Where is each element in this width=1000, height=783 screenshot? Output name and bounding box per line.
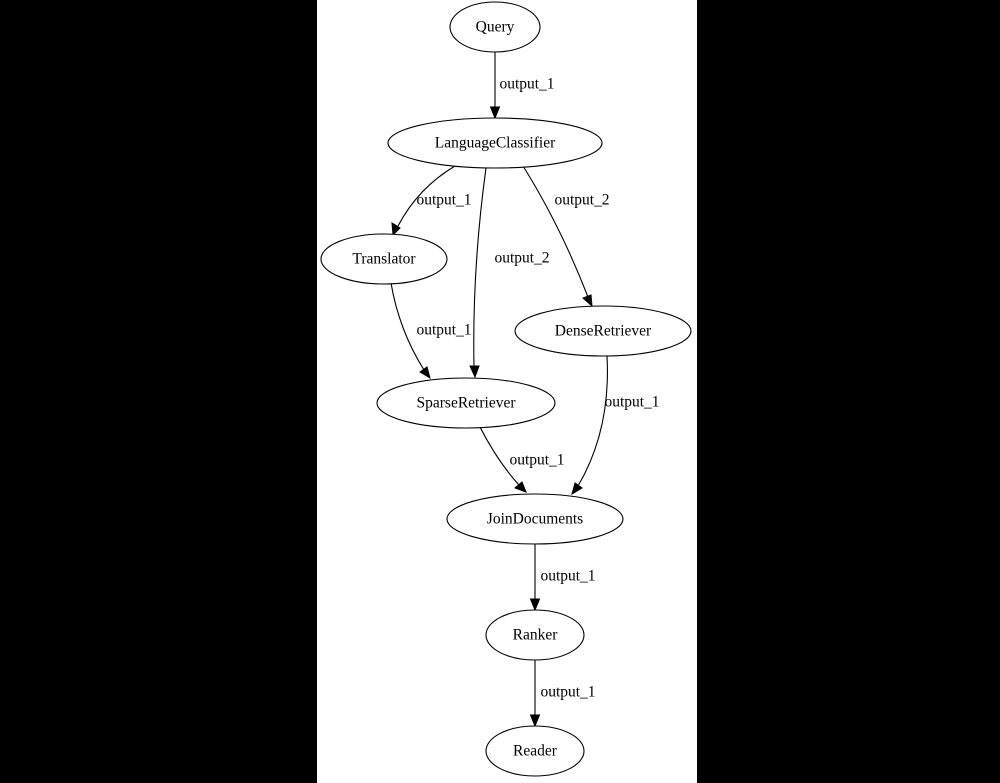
- edge-label: output_1: [540, 683, 596, 701]
- edge-denseretriever-to-joindocuments: [572, 356, 660, 494]
- edge-label: output_2: [554, 191, 610, 209]
- edge-label: output_1: [416, 321, 472, 339]
- arrow-head-icon: [420, 367, 430, 378]
- node-languageclassifier[interactable]: [388, 118, 602, 168]
- node-sparseretriever[interactable]: [377, 378, 555, 428]
- node-label: Query: [475, 18, 515, 36]
- arrow-head-icon: [531, 715, 540, 726]
- node-reader[interactable]: [486, 726, 584, 776]
- node-translator[interactable]: [321, 234, 447, 284]
- edge-line: [578, 356, 607, 486]
- arrow-head-icon: [583, 295, 592, 306]
- node-label: DenseRetriever: [554, 322, 652, 340]
- node-joindocuments[interactable]: [447, 494, 623, 544]
- edge-label: output_1: [604, 393, 660, 411]
- edge-label: output_1: [499, 75, 555, 93]
- node-query[interactable]: [450, 2, 540, 52]
- edge-query-to-languageclassifier: [491, 52, 555, 118]
- node-denseretriever[interactable]: [515, 306, 691, 356]
- edge-translator-to-sparseretriever: [391, 283, 472, 378]
- arrow-head-icon: [515, 482, 526, 492]
- edge-label: output_1: [509, 451, 565, 469]
- arrow-head-icon: [531, 599, 540, 610]
- edge-languageclassifier-to-translator: [392, 166, 472, 235]
- node-label: JoinDocuments: [486, 510, 584, 528]
- edge-label: output_2: [494, 249, 550, 267]
- node-ranker[interactable]: [486, 610, 584, 660]
- arrow-head-icon: [491, 107, 500, 118]
- edge-ranker-to-reader: [531, 660, 596, 726]
- node-label: Translator: [352, 250, 416, 268]
- node-label: Ranker: [512, 626, 558, 644]
- arrow-head-icon: [470, 366, 479, 377]
- edge-line: [523, 166, 588, 297]
- edge-languageclassifier-to-denseretriever: [523, 166, 610, 306]
- edge-joindocuments-to-ranker: [531, 544, 596, 610]
- node-label: SparseRetriever: [416, 394, 516, 412]
- node-label: LanguageClassifier: [434, 134, 556, 152]
- edge-sparseretriever-to-joindocuments: [480, 427, 565, 492]
- arrow-head-icon: [572, 483, 582, 494]
- node-label: Reader: [513, 742, 557, 760]
- edge-label: output_1: [416, 191, 472, 209]
- edge-line: [474, 168, 486, 368]
- edge-label: output_1: [540, 567, 596, 585]
